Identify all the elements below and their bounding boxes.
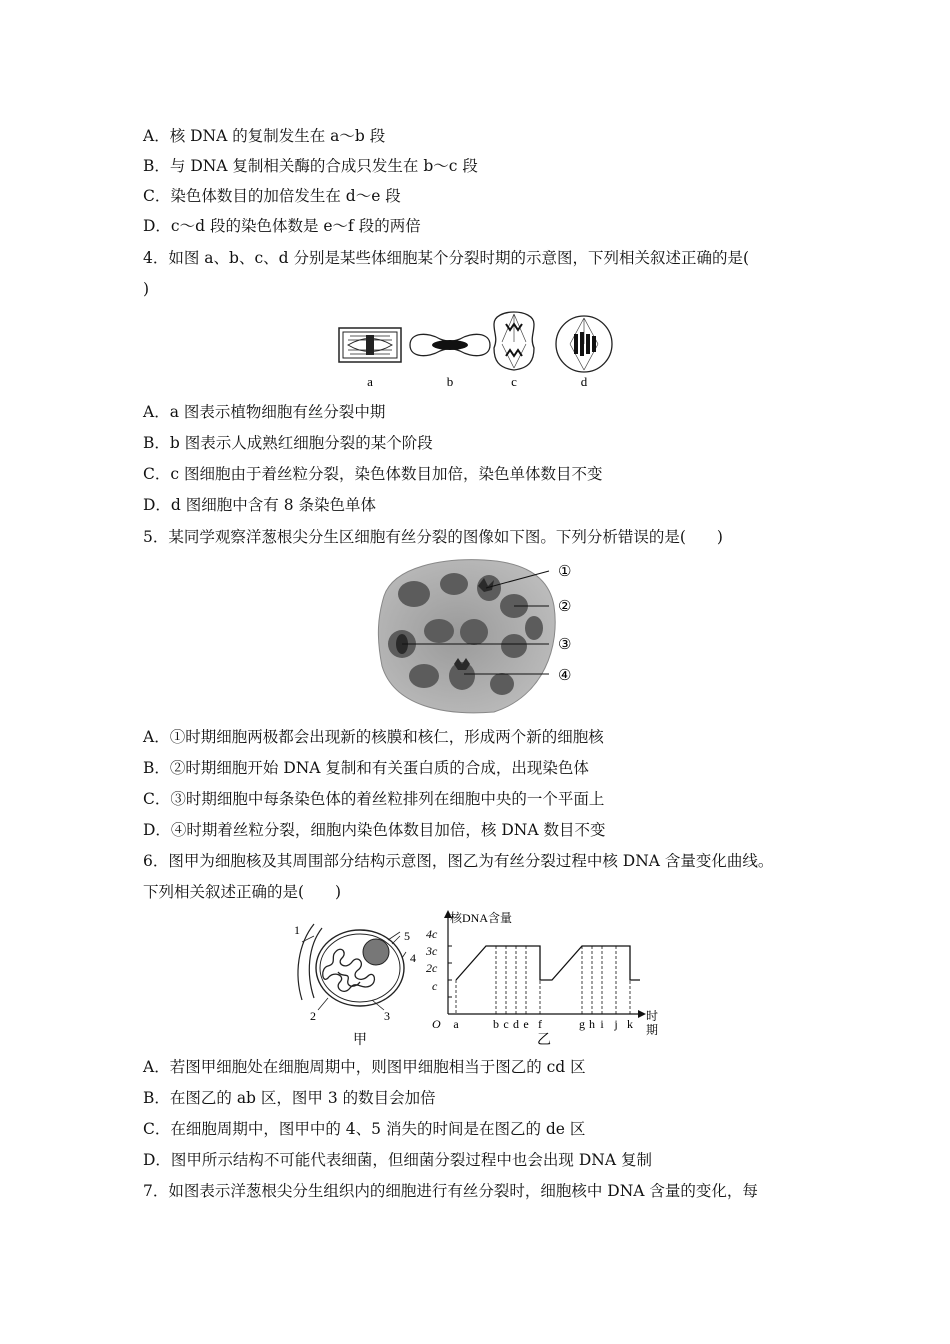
yi-caption: 乙 [537, 1033, 551, 1048]
jia-label-1: 1 [294, 923, 300, 937]
xtick-a: a [453, 1017, 459, 1031]
q6-option-c: C．在细胞周期中，图甲中的 4、5 消失的时间是在图乙的 de 区 [143, 1120, 586, 1138]
q3-option-c: C．染色体数目的加倍发生在 d～e 段 [143, 187, 401, 205]
q4-option-a: A．a 图表示植物细胞有丝分裂中期 [143, 403, 386, 421]
xtick-b: b [493, 1017, 499, 1031]
xtick-k: k [627, 1017, 633, 1031]
cell-c-diagram [494, 312, 534, 370]
q3-option-d: D．c～d 段的染色体数是 e～f 段的两倍 [143, 217, 421, 235]
q5-option-c: C．③时期细胞中每条染色体的着丝粒排列在细胞中央的一个平面上 [143, 790, 605, 808]
q6-figure-jia [288, 914, 428, 1050]
q6-option-d: D．图甲所示结构不可能代表细菌，但细菌分裂过程中也会出现 DNA 复制 [143, 1151, 652, 1169]
q3-option-a: A．核 DNA 的复制发生在 a～b 段 [143, 127, 386, 145]
q4-option-d: D．d 图细胞中含有 8 条染色单体 [143, 496, 376, 514]
cell-d-diagram [556, 316, 612, 372]
q4-stem-end: ) [143, 280, 150, 298]
q4-stem: 4．如图 a、b、c、d 分别是某些体细胞某个分裂时期的示意图，下列相关叙述正确的是( [143, 249, 750, 267]
ytick-c: c [432, 979, 438, 993]
jia-caption: 甲 [353, 1033, 367, 1048]
fig-label-c: c [511, 374, 517, 389]
xtick-i: i [600, 1017, 604, 1031]
q5-option-a: A．①时期细胞两极都会出现新的核膜和核仁，形成两个新的细胞核 [143, 728, 604, 746]
q6-option-b: B．在图乙的 ab 区，图甲 3 的数目会加倍 [143, 1089, 436, 1107]
q3-option-b: B．与 DNA 复制相关酶的合成只发生在 b～c 段 [143, 157, 478, 175]
dna-content-curve [456, 946, 640, 980]
q4-option-b: B．b 图表示人成熟红细胞分裂的某个阶段 [143, 434, 433, 452]
fig-label-d: d [580, 374, 588, 389]
xtick-d: d [513, 1017, 519, 1031]
fig-label-a: a [367, 374, 373, 389]
ytick-2c: 2c [426, 961, 438, 975]
x-axis-label-1: 时 [646, 1009, 659, 1023]
q5-label-2: ② [558, 599, 572, 615]
cell-a-diagram [339, 328, 401, 362]
q6-option-a: A．若图甲细胞处在细胞周期中，则图甲细胞相当于图乙的 cd 区 [143, 1058, 586, 1076]
x-axis-label-2: 期 [646, 1023, 659, 1037]
q5-label-4: ④ [558, 668, 572, 684]
q5-micrograph [374, 556, 584, 716]
jia-label-2: 2 [310, 1009, 316, 1023]
q6-stem-line1: 6．图甲为细胞核及其周围部分结构示意图，图乙为有丝分裂过程中核 DNA 含量变化曲线。 [143, 852, 774, 870]
q5-label-3: ③ [558, 637, 572, 653]
q4-figure [330, 302, 620, 394]
jia-label-5: 5 [404, 929, 410, 943]
ytick-3c: 3c [426, 944, 438, 958]
xtick-e: e [523, 1017, 529, 1031]
xtick-j: j [614, 1017, 618, 1031]
q7-stem: 7．如图表示洋葱根尖分生组织内的细胞进行有丝分裂时，细胞核中 DNA 含量的变化，每 [143, 1182, 758, 1200]
xtick-c: c [503, 1017, 509, 1031]
q4-option-c: C．c 图细胞由于着丝粒分裂，染色体数目加倍，染色单体数目不变 [143, 465, 603, 483]
jia-label-3: 3 [384, 1009, 390, 1023]
q5-stem: 5．某同学观察洋葱根尖分生区细胞有丝分裂的图像如下图。下列分析错误的是( ) [143, 528, 723, 546]
xtick-f: f [538, 1017, 542, 1031]
q5-option-b: B．②时期细胞开始 DNA 复制和有关蛋白质的合成，出现染色体 [143, 759, 589, 777]
xtick-h: h [589, 1017, 595, 1031]
q6-stem-line2: 下列相关叙述正确的是( ) [143, 883, 342, 901]
cell-b-diagram [410, 334, 490, 355]
q5-option-d: D．④时期着丝粒分裂，细胞内染色体数目加倍，核 DNA 数目不变 [143, 821, 606, 839]
xtick-g: g [579, 1017, 585, 1031]
q6-figure-yi [420, 900, 670, 1050]
y-axis-label: 核DNA含量 [450, 911, 512, 925]
jia-label-4: 4 [410, 951, 416, 965]
q5-label-1: ① [558, 564, 572, 580]
ytick-4c: 4c [426, 927, 438, 941]
origin-label: O [432, 1017, 441, 1031]
fig-label-b: b [446, 374, 454, 389]
